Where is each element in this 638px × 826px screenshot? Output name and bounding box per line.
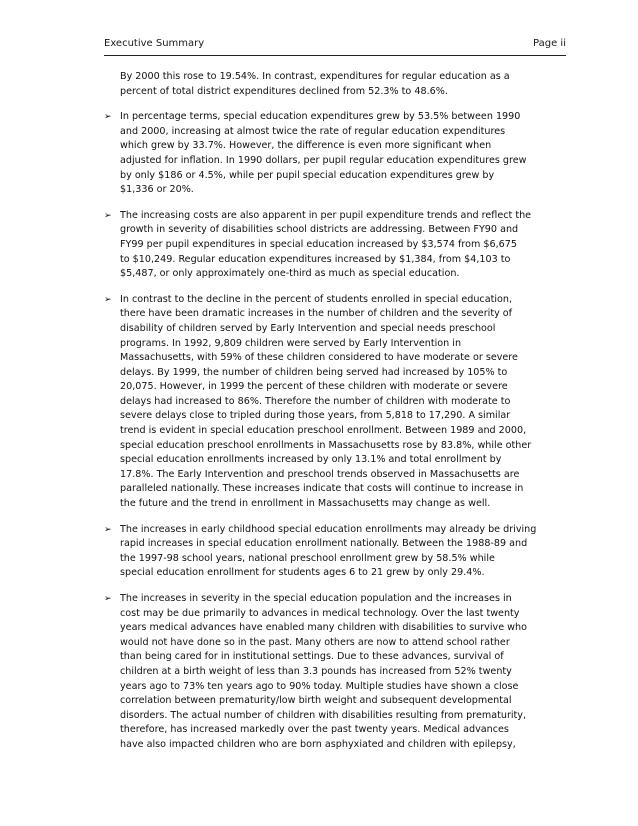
text-line: children at a birth weight of less than 3.3 pounds has increased from 52% twenty <box>120 665 512 677</box>
text-line: the future and the trend in enrollment in Massachusetts may change as well. <box>120 498 491 510</box>
text-line: years medical advances have enabled many children with disabilities to survive who <box>120 622 527 634</box>
arrow-bullet-icon: ➢ <box>104 210 112 221</box>
text-line: By 2000 this rose to 19.54%. In contrast, expenditures for regular education as a <box>120 71 510 82</box>
text-line: special education enrollment for students ages 6 to 21 grew by only 29.4%. <box>120 567 485 579</box>
text-line: which grew by 33.7%. However, the difference is even more significant when <box>120 140 492 152</box>
text-line: delays had increased to 86%. Therefore the number of children with moderate to <box>120 395 511 407</box>
text-line: than being cared for in institutional settings. Due to these advances, survival of <box>120 651 504 663</box>
text-line: years ago to 73% ten years ago to 90% today. Multiple studies have shown a close <box>120 680 519 692</box>
text-line: $5,487, or only approximately one-third as much as special education. <box>120 268 460 280</box>
bullet-paragraph <box>104 523 564 581</box>
paragraph-text <box>120 110 564 198</box>
text-line: by only $186 or 4.5%, while per pupil special education expenditures grew by <box>120 169 495 181</box>
text-line: FY99 per pupil expenditures in special education increased by $3,574 from $6,675 <box>120 238 517 250</box>
text-line: trend is evident in special education preschool enrollment. Between 1989 and 2000, <box>120 425 527 437</box>
text-line: growth in severity of disabilities school districts are addressing. Between FY90 and <box>120 224 519 236</box>
paragraph-text <box>120 592 564 753</box>
text-line: therefore, has increased markedly over the past twenty years. Medical advances <box>120 724 509 736</box>
bullet-list <box>104 110 564 752</box>
text-line: paralleled nationally. These increases indicate that costs will continue to increase in <box>120 483 524 495</box>
text-line: programs. In 1992, 9,809 children were served by Early Intervention in <box>120 337 462 349</box>
text-line: In percentage terms, special education expenditures grew by 53.5% between 1990 <box>120 111 521 123</box>
paragraph-text <box>120 209 564 282</box>
bullet-paragraph <box>104 592 564 753</box>
paragraph-text <box>120 523 564 581</box>
text-line: special education preschool enrollments in Massachusetts rose by 83.8%, while other <box>120 439 532 451</box>
text-line: The increases in severity in the special education population and the increases in <box>120 593 512 604</box>
text-line: would not have done so in the past. Many others are now to attend school rather <box>120 636 510 648</box>
text-line: to $10,249. Regular education expenditures increased by $1,384, from $4,103 to <box>120 253 511 265</box>
text-line: disability of children served by Early Intervention and special needs preschool <box>120 322 496 334</box>
text-line: severe delays close to tripled during those years, from 5,818 to 17,290. A similar <box>120 410 511 422</box>
header-section-title: Executive Summary <box>104 38 205 49</box>
text-line: delays. By 1999, the number of children being served had increased by 105% to <box>120 366 508 378</box>
arrow-bullet-icon: ➢ <box>104 294 112 305</box>
arrow-bullet-icon: ➢ <box>104 524 112 535</box>
text-line: The increasing costs are also apparent in per pupil expenditure trends and reflect the <box>120 209 532 221</box>
intro-paragraph <box>104 70 564 99</box>
text-line: correlation between prematurity/low birth weight and subsequent developmental <box>120 695 512 707</box>
text-line: 17.8%. The Early Intervention and preschool trends observed in Massachusetts are <box>120 468 520 480</box>
text-line: percent of total district expenditures declined from 52.3% to 48.6%. <box>120 85 448 97</box>
text-line: and 2000, increasing at almost twice the rate of regular education expenditures <box>120 125 506 137</box>
arrow-bullet-icon: ➢ <box>104 594 112 604</box>
text-line: The increases in early childhood special education enrollments may already be driving <box>120 523 537 535</box>
text-line: disorders. The actual number of children with disabilities resulting from prematurity, <box>120 709 527 721</box>
header-divider <box>104 55 566 56</box>
text-line: In contrast to the decline in the percent of students enrolled in special education, <box>120 293 513 305</box>
text-line: Massachusetts, with 59% of these children considered to have moderate or severe <box>120 352 518 364</box>
text-line: 20,075. However, in 1999 the percent of these children with moderate or severe <box>120 381 508 393</box>
header-page-number: Page ii <box>533 38 566 49</box>
document-body <box>104 70 564 764</box>
paragraph-text <box>120 293 564 512</box>
arrow-bullet-icon: ➢ <box>104 112 112 123</box>
page-header <box>104 38 566 52</box>
bullet-paragraph <box>104 209 564 282</box>
bullet-paragraph <box>104 110 564 198</box>
text-line: there have been dramatic increases in the number of children and the severity of <box>120 308 513 320</box>
text-line: rapid increases in special education enrollment nationally. Between the 1988-89 and <box>120 538 528 550</box>
text-line: $1,336 or 20%. <box>120 184 194 196</box>
text-line: adjusted for inflation. In 1990 dollars, per pupil regular education expenditures grew <box>120 154 527 166</box>
paragraph-text <box>120 70 564 99</box>
text-line: the 1997-98 school years, national preschool enrollment grew by 58.5% while <box>120 552 495 564</box>
bullet-paragraph <box>104 293 564 512</box>
text-line: special education enrollments increased by only 13.1% and total enrollment by <box>120 454 502 466</box>
text-line: cost may be due primarily to advances in medical technology. Over the last twenty <box>120 607 520 619</box>
text-line: have also impacted children who are born asphyxiated and children with epilepsy, <box>120 738 516 750</box>
